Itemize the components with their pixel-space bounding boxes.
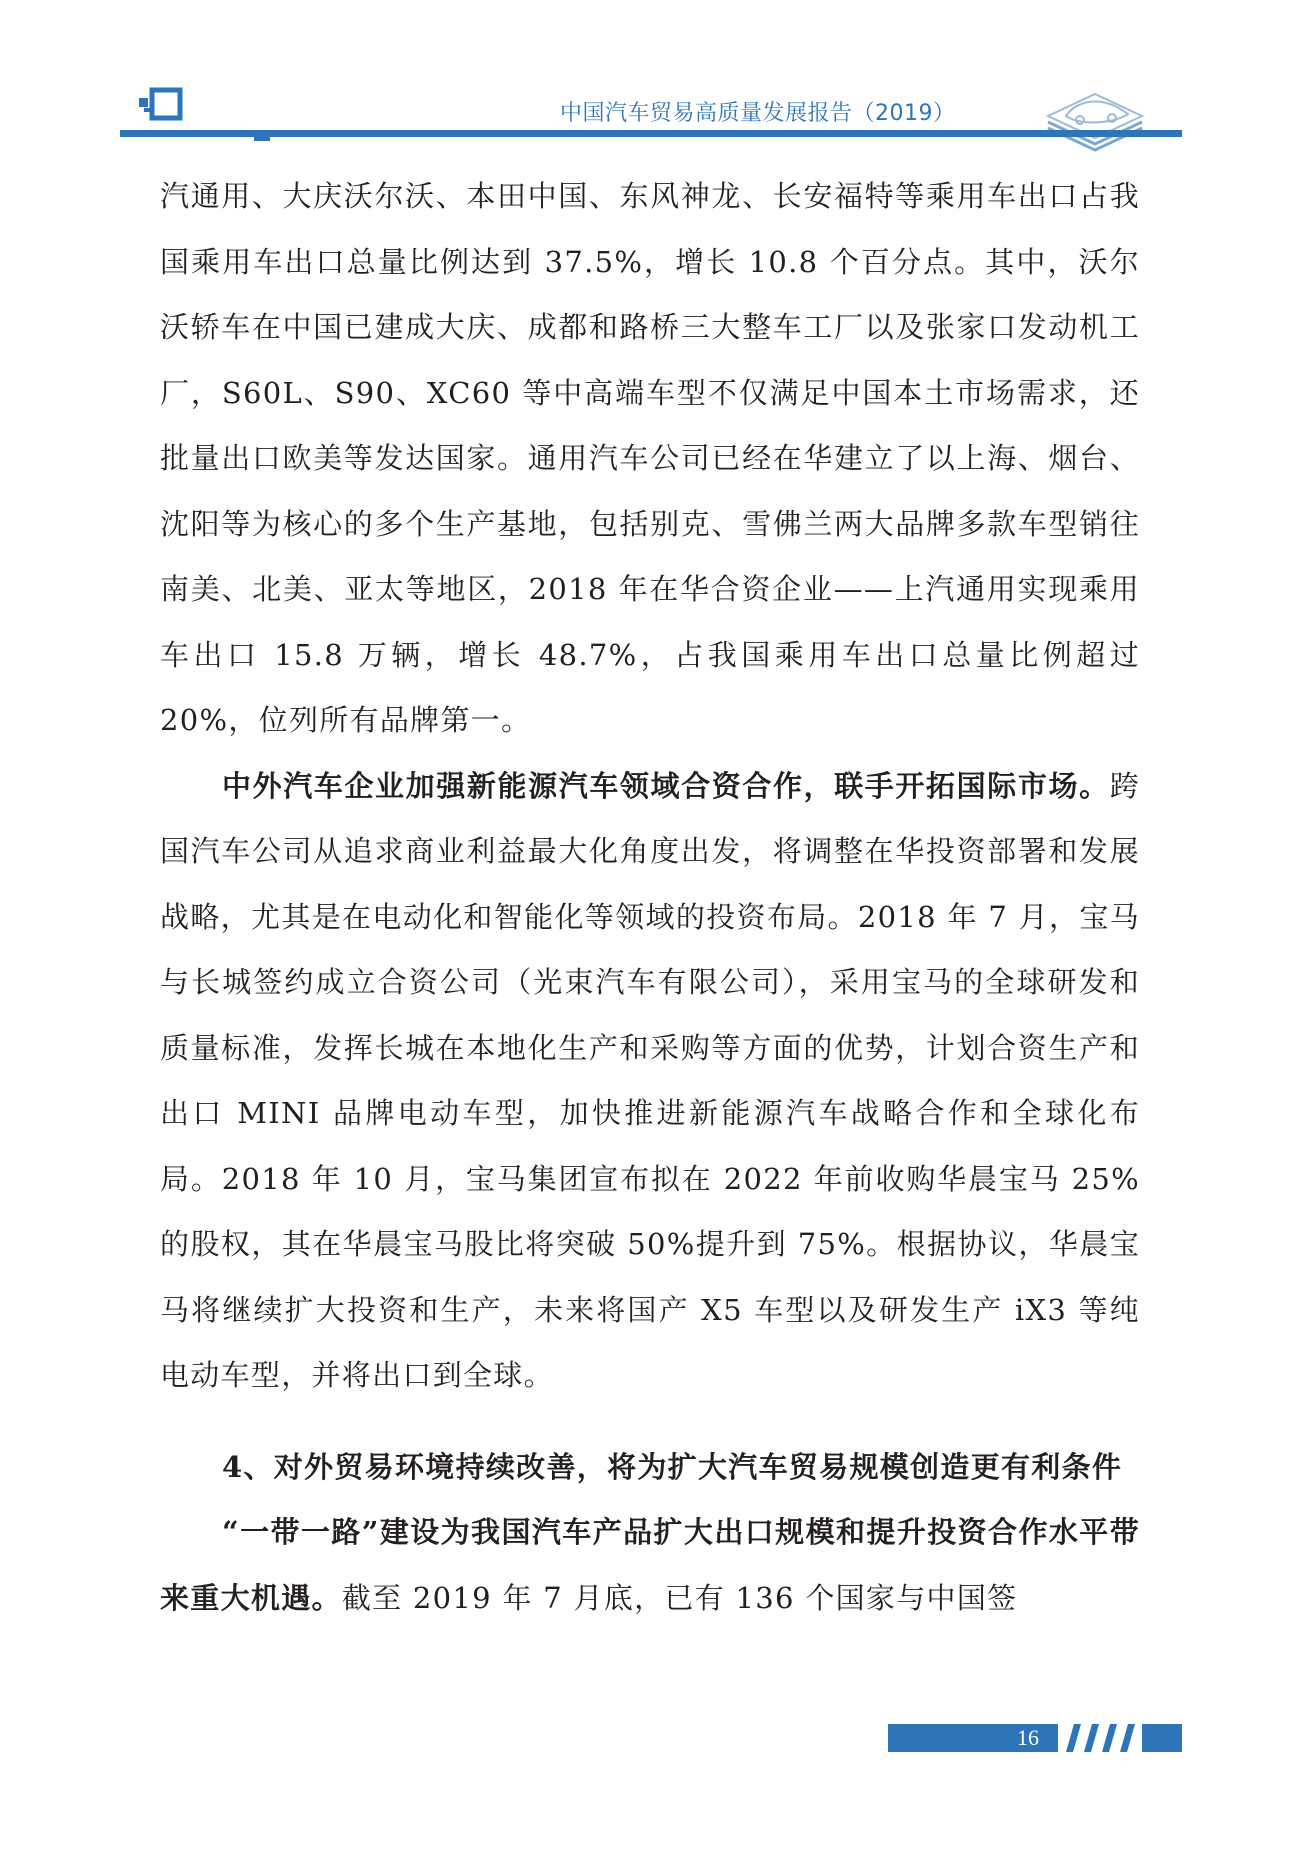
paragraph-belt-and-road	[160, 1500, 1140, 1631]
page-body	[160, 164, 1140, 1631]
paragraph-nev-joint-venture	[160, 754, 1140, 1409]
paragraph-lead-bold: “一带一路”建设为我国汽车产品扩大出口规模和提升投资合作水平带来重大机遇。	[160, 1515, 1140, 1615]
footer-stripes-icon	[1060, 1724, 1182, 1752]
header-rule-accent	[254, 137, 270, 141]
car-emblem-icon	[1040, 78, 1150, 154]
paragraph-body-text: 跨国汽车公司从追求商业利益最大化角度出发，将调整在华投资部署和发展战略，尤其是在电动化和智能化等领域的投资布局。2018 年 7 月，宝马与长城签约成立合资公司（光束汽车有限公司），采用宝马的全球研发和质量标准，发挥长城在本地化生产和采购等方面的优势，计划合资生产和出口 MINI 品牌电动车型，加快推进新能源汽车战略合作和全球化布局。2018 年 10 月，宝马集团宣布拟在 2022 年前收购华晨宝马 25%的股权，其在华晨宝马股比将突破 50%提升到 75%。根据协议，华晨宝马将继续扩大投资和生产，未来将国产 X5 车型以及研发生产 iX3 等纯电动车型，并将出口到全球。	[160, 768, 1140, 1392]
paragraph-brands-export: 汽通用、大庆沃尔沃、本田中国、东风神龙、长安福特等乘用车出口占我国乘用车出口总量比例达到 37.5%，增长 10.8 个百分点。其中，沃尔沃轿车在中国已建成大庆、成都和路桥三大整车工厂以及张家口发动机工厂，S60L、S90、XC60 等中高端车型不仅满足中国本土市场需求，还批量出口欧美等发达国家。通用汽车公司已经在华建立了以上海、烟台、沈阳等为核心的多个生产基地，包括别克、雪佛兰两大品牌多款车型销往南美、北美、亚太等地区，2018 年在华合资企业——上汽通用实现乘用车出口 15.8 万辆，增长 48.7%，占我国乘用车出口总量比例超过 20%，位列所有品牌第一。	[160, 179, 1140, 737]
report-logo-icon	[138, 84, 186, 122]
paragraph-lead-bold: 中外汽车企业加强新能源汽车领域合资合作，联手开拓国际市场。	[222, 768, 1110, 803]
page-number: 16	[1017, 1725, 1039, 1750]
paragraph-body-text: 截至 2019 年 7 月底，已有 136 个国家与中国签	[341, 1580, 1018, 1615]
report-header-title: 中国汽车贸易高质量发展报告（2019）	[560, 101, 956, 126]
header-rule	[120, 130, 1182, 137]
section-heading-4: 4、对外贸易环境持续改善，将为扩大汽车贸易规模创造更有利条件	[222, 1449, 1123, 1484]
